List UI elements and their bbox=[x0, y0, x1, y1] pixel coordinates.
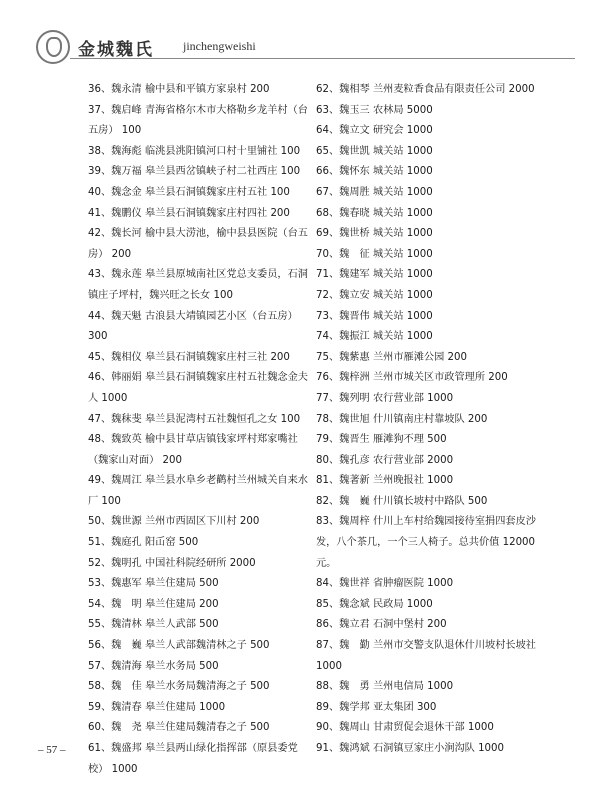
donor-entry: 85、魏念斌 民政局 1000 bbox=[316, 598, 433, 610]
donor-entry: 77、魏列明 农行营业部 1000 bbox=[316, 392, 454, 404]
donor-entry: 74、魏振江 城关站 1000 bbox=[316, 331, 433, 343]
donor-entry: 48、魏致英 榆中县甘草店镇钱家坪村郑家嘴社（魏家山对面） 200 bbox=[88, 434, 298, 466]
donor-entry: 46、韩丽娟 皋兰县石洞镇魏家庄村五社魏念金夫人 1000 bbox=[88, 372, 308, 404]
donor-entry: 80、魏孔彦 农行营业部 2000 bbox=[316, 454, 454, 466]
donor-entry: 82、魏 巍 什川镇长坡村中路队 500 bbox=[316, 495, 488, 507]
donor-entry: 56、魏 巍 皋兰人武部魏清林之子 500 bbox=[88, 640, 270, 652]
donor-entry: 91、魏鸿斌 石洞镇豆家庄小涧沟队 1000 bbox=[316, 743, 504, 754]
donor-list-right bbox=[316, 80, 541, 760]
book-title: 金城魏氏 bbox=[78, 40, 154, 60]
donor-entry: 52、魏明孔 中国社科院经研所 2000 bbox=[88, 557, 256, 569]
donor-entry: 84、魏世祥 省肿瘤医院 1000 bbox=[316, 578, 454, 590]
donor-entry: 50、魏世源 兰州市西固区下川村 200 bbox=[88, 516, 260, 528]
donor-entry: 78、魏世旭 什川镇南庄村靠坡队 200 bbox=[316, 413, 488, 425]
donor-list-left bbox=[88, 80, 308, 780]
donor-entry: 54、魏 明 皋兰住建局 200 bbox=[88, 598, 219, 610]
donor-entry: 62、魏相琴 兰州麦粒香食品有限责任公司 2000 bbox=[316, 84, 535, 95]
donor-entry: 70、魏 征 城关站 1000 bbox=[316, 248, 433, 260]
donor-entry: 45、魏相仪 皋兰县石洞镇魏家庄村三社 200 bbox=[88, 351, 290, 363]
donor-entry: 61、魏盛邦 皋兰县两山绿化指挥部（原县委党校） 1000 bbox=[88, 743, 298, 775]
donor-entry: 37、魏启峰 青海省格尔木市大格勒乡龙羊村（台五房） 100 bbox=[88, 104, 308, 137]
donor-entry: 51、魏庭孔 阳屲窑 500 bbox=[88, 537, 199, 549]
donor-entry: 68、魏春晓 城关站 1000 bbox=[316, 207, 433, 219]
donor-entry: 57、魏清海 皋兰水务局 500 bbox=[88, 660, 219, 672]
donor-entry: 36、魏永清 榆中县和平镇方家泉村 200 bbox=[88, 84, 270, 95]
donor-entry: 39、魏万福 皋兰县西岔镇峡子村二社西庄 100 bbox=[88, 166, 301, 178]
donor-entry: 49、魏周江 皋兰县水阜乡老鹳村兰州城关自来水厂 100 bbox=[88, 475, 308, 507]
header-divider bbox=[70, 58, 575, 59]
donor-entry: 60、魏 尧 皋兰住建局魏清春之子 500 bbox=[88, 722, 270, 734]
donor-entry: 83、魏周梓 什川上车村给魏园接待室捐四套皮沙发，八个茶几，一个三人椅子。总共价值 12000 元。 bbox=[316, 516, 536, 569]
clan-logo-icon bbox=[36, 30, 70, 64]
donor-entry: 71、魏建军 城关站 1000 bbox=[316, 269, 433, 281]
donor-entry: 65、魏世凯 城关站 1000 bbox=[316, 145, 433, 157]
donor-entry: 89、魏学邦 亚太集团 300 bbox=[316, 701, 437, 713]
donor-entry: 42、魏长河 榆中县大涝池，榆中县县医院（台五房） 200 bbox=[88, 228, 308, 260]
page-number: – 57 – bbox=[38, 744, 66, 756]
page-header bbox=[30, 26, 575, 66]
donor-entry: 47、魏秣斐 皋兰县泥湾村五社魏恒孔之女 100 bbox=[88, 413, 301, 425]
donor-entry: 55、魏清林 皋兰人武部 500 bbox=[88, 619, 219, 631]
donor-entry: 41、魏鹏仪 皋兰县石洞镇魏家庄村四社 200 bbox=[88, 207, 290, 219]
donor-entry: 69、魏世桥 城关站 1000 bbox=[316, 228, 433, 240]
donor-entry: 59、魏清春 皋兰住建局 1000 bbox=[88, 701, 226, 713]
donor-entry: 40、魏念金 皋兰县石洞镇魏家庄村五社 100 bbox=[88, 186, 290, 198]
donor-entry: 79、魏晋生 雁滩狗不理 500 bbox=[316, 434, 447, 446]
donor-entry: 86、魏立君 石洞中堡村 200 bbox=[316, 619, 447, 631]
donor-entry: 64、魏立文 研究会 1000 bbox=[316, 125, 433, 137]
donor-entry: 75、魏紫惠 兰州市雁滩公园 200 bbox=[316, 351, 467, 363]
donor-entry: 58、魏 佳 皋兰水务局魏清海之子 500 bbox=[88, 681, 270, 693]
donor-entry: 44、魏天魁 古浪县大靖镇园艺小区（台五房） 300 bbox=[88, 310, 298, 343]
donor-entry: 53、魏惠军 皋兰住建局 500 bbox=[88, 578, 219, 590]
donor-entry: 38、魏海彪 临洮县洮阳镇河口村十里铺社 100 bbox=[88, 145, 301, 157]
donor-entry: 76、魏梓洲 兰州市城关区市政管理所 200 bbox=[316, 372, 508, 384]
donor-entry: 63、魏玉三 农林局 5000 bbox=[316, 104, 433, 116]
donor-entry: 88、魏 勇 兰州电信局 1000 bbox=[316, 681, 454, 693]
donor-entry: 43、魏永莲 皋兰县原城南社区党总支委员，石洞镇庄子坪村，魏兴旺之长女 100 bbox=[88, 269, 308, 301]
donor-entry: 66、魏怀东 城关站 1000 bbox=[316, 166, 433, 178]
book-subtitle: jinchengweishi bbox=[183, 39, 256, 53]
donor-entry: 90、魏周山 甘肃贸促会退休干部 1000 bbox=[316, 722, 494, 734]
donor-entry: 72、魏立安 城关站 1000 bbox=[316, 289, 433, 301]
donor-entry: 73、魏晋伟 城关站 1000 bbox=[316, 310, 433, 322]
donor-entry: 87、魏 勤 兰州市交警支队退休什川坡村长坡社 1000 bbox=[316, 640, 536, 672]
donor-entry: 81、魏著新 兰州晚报社 1000 bbox=[316, 475, 454, 487]
donor-entry: 67、魏周胜 城关站 1000 bbox=[316, 186, 433, 198]
